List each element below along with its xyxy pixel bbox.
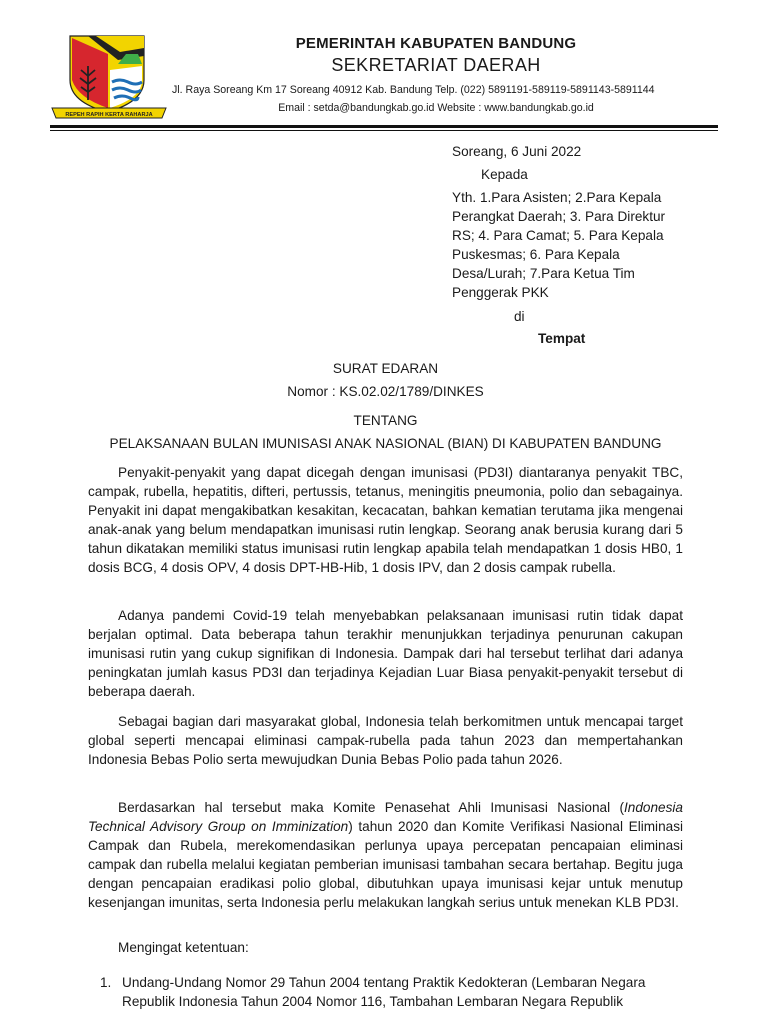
- letter-number: Nomor : KS.02.02/1789/DINKES: [287, 384, 484, 399]
- tempat-label: Tempat: [538, 331, 586, 346]
- paragraph-1: Penyakit-penyakit yang dapat dicegah dengan imunisasi (PD3I) diantaranya penyakit TBC, campak, rubella, hepatitis, difteri, pertussis, tetanus, meningitis pneumonia, polio dan sebagainya. Penyakit ini dapat mengakibatkan kesakitan, kecacatan, bahkan kematian terutama jika mengenai anak-anak yang belum mendapatkan imunisasi rutin lengkap. Seorang anak berusia kurang dari 5 tahun dikatakan memiliki status imunisasi rutin lengkap apabila telah mendapatkan 1 dosis HB0, 1 dosis BCG, 4 dosis OPV, 4 dosis DPT-HB-Hib, 1 dosis IPV, dan 2 dosis campak rubella.: [88, 465, 683, 575]
- di-label: di: [514, 309, 525, 324]
- recipient-line: Penggerak PKK: [452, 284, 549, 300]
- tentang-label: TENTANG: [353, 413, 418, 428]
- org-line-2: SEKRETARIAT DAERAH: [331, 55, 541, 75]
- mengingat-label: Mengingat ketentuan:: [118, 940, 249, 955]
- recipient-line: Perangkat Daerah; 3. Para Direktur: [452, 208, 666, 224]
- recipient-line: RS; 4. Para Camat; 5. Para Kepala: [452, 227, 664, 243]
- kabupaten-bandung-logo: [48, 30, 172, 122]
- list-item-number: 1.: [100, 975, 112, 990]
- paragraph-2: Adanya pandemi Covid-19 telah menyebabkan pelaksanaan imunisasi rutin tidak dapat berjalan optimal. Data beberapa tahun terakhir menunjukkan terjadinya penurunan cakupan imunisasi rutin yang cukup signifikan di Indonesia. Dampak dari hal tersebut terlihat dari adanya peningkatan jumlah kasus PD3I dan terjadinya Kejadian Luar Biasa penyakit-penyakit tersebut di beberapa daerah.: [88, 608, 683, 699]
- letter-subject: PELAKSANAAN BULAN IMUNISASI ANAK NASIONAL (BIAN) DI KABUPATEN BANDUNG: [109, 436, 662, 451]
- place-date: Soreang, 6 Juni 2022: [452, 144, 582, 159]
- list-item-text: Undang-Undang Nomor 29 Tahun 2004 tentang Praktik Kedokteran (Lembaran Negara Republik Indonesia Tahun 2004 Nomor 116, Tambahan Lembaran Negara Republik: [122, 975, 646, 1009]
- paragraph-3: Sebagai bagian dari masyarakat global, Indonesia telah berkomitmen untuk mencapai target global seperti mencapai eliminasi campak-rubella pada tahun 2023 dan mempertahankan Indonesia Bebas Polio serta mewujudkan Dunia Bebas Polio pada tahun 2026.: [88, 714, 683, 767]
- kepada-label: Kepada: [481, 167, 528, 182]
- org-contact: Email : setda@bandungkab.go.id Website : www.bandungkab.go.id: [278, 102, 594, 114]
- org-line-1: PEMERINTAH KABUPATEN BANDUNG: [295, 35, 577, 52]
- logo-motto: REPEH RAPIH KERTA RAHARJA: [65, 112, 153, 118]
- recipient-line: Desa/Lurah; 7.Para Ketua Tim: [452, 265, 635, 281]
- recipient-line: Puskesmas; 6. Para Kepala: [452, 246, 620, 262]
- letterhead-rule-thick: [50, 125, 718, 128]
- recipient-block: [452, 189, 684, 302]
- letterhead-rule-thin: [50, 130, 718, 131]
- paragraph-4-italic: Indonesia Technical Advisory Group on Imminization: [88, 800, 683, 834]
- org-address: Jl. Raya Soreang Km 17 Soreang 40912 Kab. Bandung Telp. (022) 5891191-589119-5891143-5891144: [172, 84, 655, 96]
- paragraph-4: [88, 799, 683, 912]
- recipient-line: Yth. 1.Para Asisten; 2.Para Kepala: [452, 190, 662, 205]
- paragraph-4-part-b: ) tahun 2020 dan Komite Verifikasi Nasional Eliminasi Campak dan Rubela, merekomendasikan perlunya upaya percepatan pencapaian eliminasi campak dan rubella melalui kegiatan pemberian imunisasi tambahan secara bertahap. Begitu juga dengan pencapaian eradikasi polio global, dibutuhkan upaya imunisasi kejar untuk menutup kesenjangan imunitas, serta Indonesia perlu melakukan langkah serius untuk menekan KLB PD3I.: [88, 818, 684, 910]
- paragraph-4-part-a: Berdasarkan hal tersebut maka Komite Penasehat Ahli Imunisasi Nasional (: [118, 800, 625, 815]
- letter-title: SURAT EDARAN: [332, 361, 439, 376]
